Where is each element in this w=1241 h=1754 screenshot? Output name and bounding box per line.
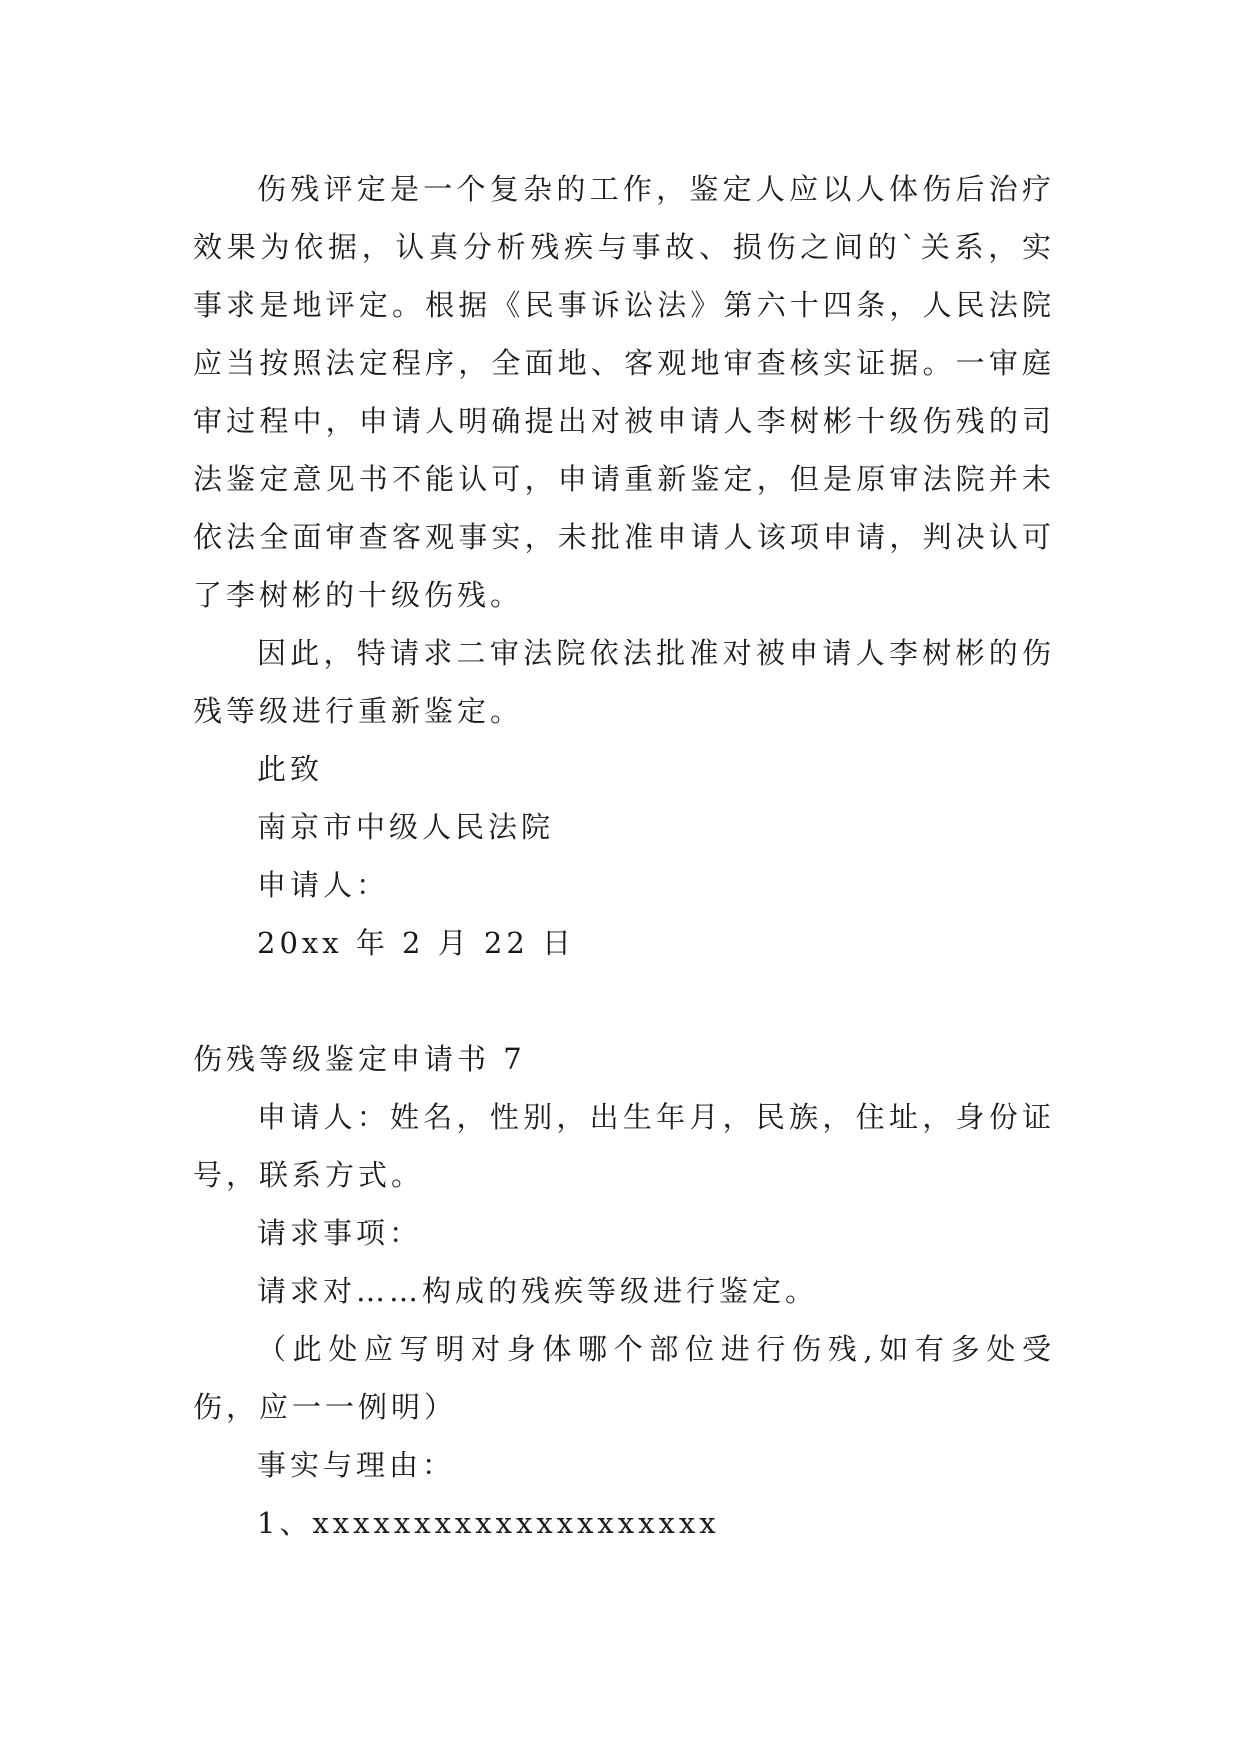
body-paragraph-1: 伤残评定是一个复杂的工作，鉴定人应以人体伤后治疗效果为依据，认真分析残疾与事故、损伤之间的`关系，实事求是地评定。根据《民事诉讼法》第六十四条，人民法院应当按照法定程序，全面地、客观地审查核实证据。一审庭审过程中，申请人明确提出对被申请人李树彬十级伤残的司法鉴定意见书不能认可，申请重新鉴定，但是原审法院并未依法全面审查客观事实，未批准申请人该项申请，判决认可了李树彬的十级伤残。 bbox=[193, 172, 1055, 612]
spacer bbox=[193, 972, 1055, 1030]
document-page bbox=[193, 160, 1055, 1552]
section-title: 伤残等级鉴定申请书 7 bbox=[193, 1042, 526, 1076]
request-text: 请求对……构成的残疾等级进行鉴定。 bbox=[257, 1274, 819, 1308]
fact-item-1: 1、xxxxxxxxxxxxxxxxxxxx bbox=[257, 1506, 720, 1540]
body-paragraph-2: 因此，特请求二审法院依法批准对被申请人李树彬的伤残等级进行重新鉴定。 bbox=[193, 636, 1055, 728]
request-note: （此处应写明对身体哪个部位进行伤残,如有多处受伤，应一一例明） bbox=[193, 1332, 1055, 1424]
facts-label: 事实与理由： bbox=[257, 1448, 456, 1482]
request-label: 请求事项： bbox=[257, 1216, 423, 1250]
applicant-info: 申请人：姓名，性别，出生年月，民族，住址，身份证号，联系方式。 bbox=[193, 1100, 1055, 1192]
salutation: 此致 bbox=[257, 752, 324, 786]
applicant-signature-label: 申请人： bbox=[257, 868, 390, 902]
document-date: 20xx 年 2 月 22 日 bbox=[257, 926, 576, 960]
court-name: 南京市中级人民法院 bbox=[257, 810, 555, 844]
